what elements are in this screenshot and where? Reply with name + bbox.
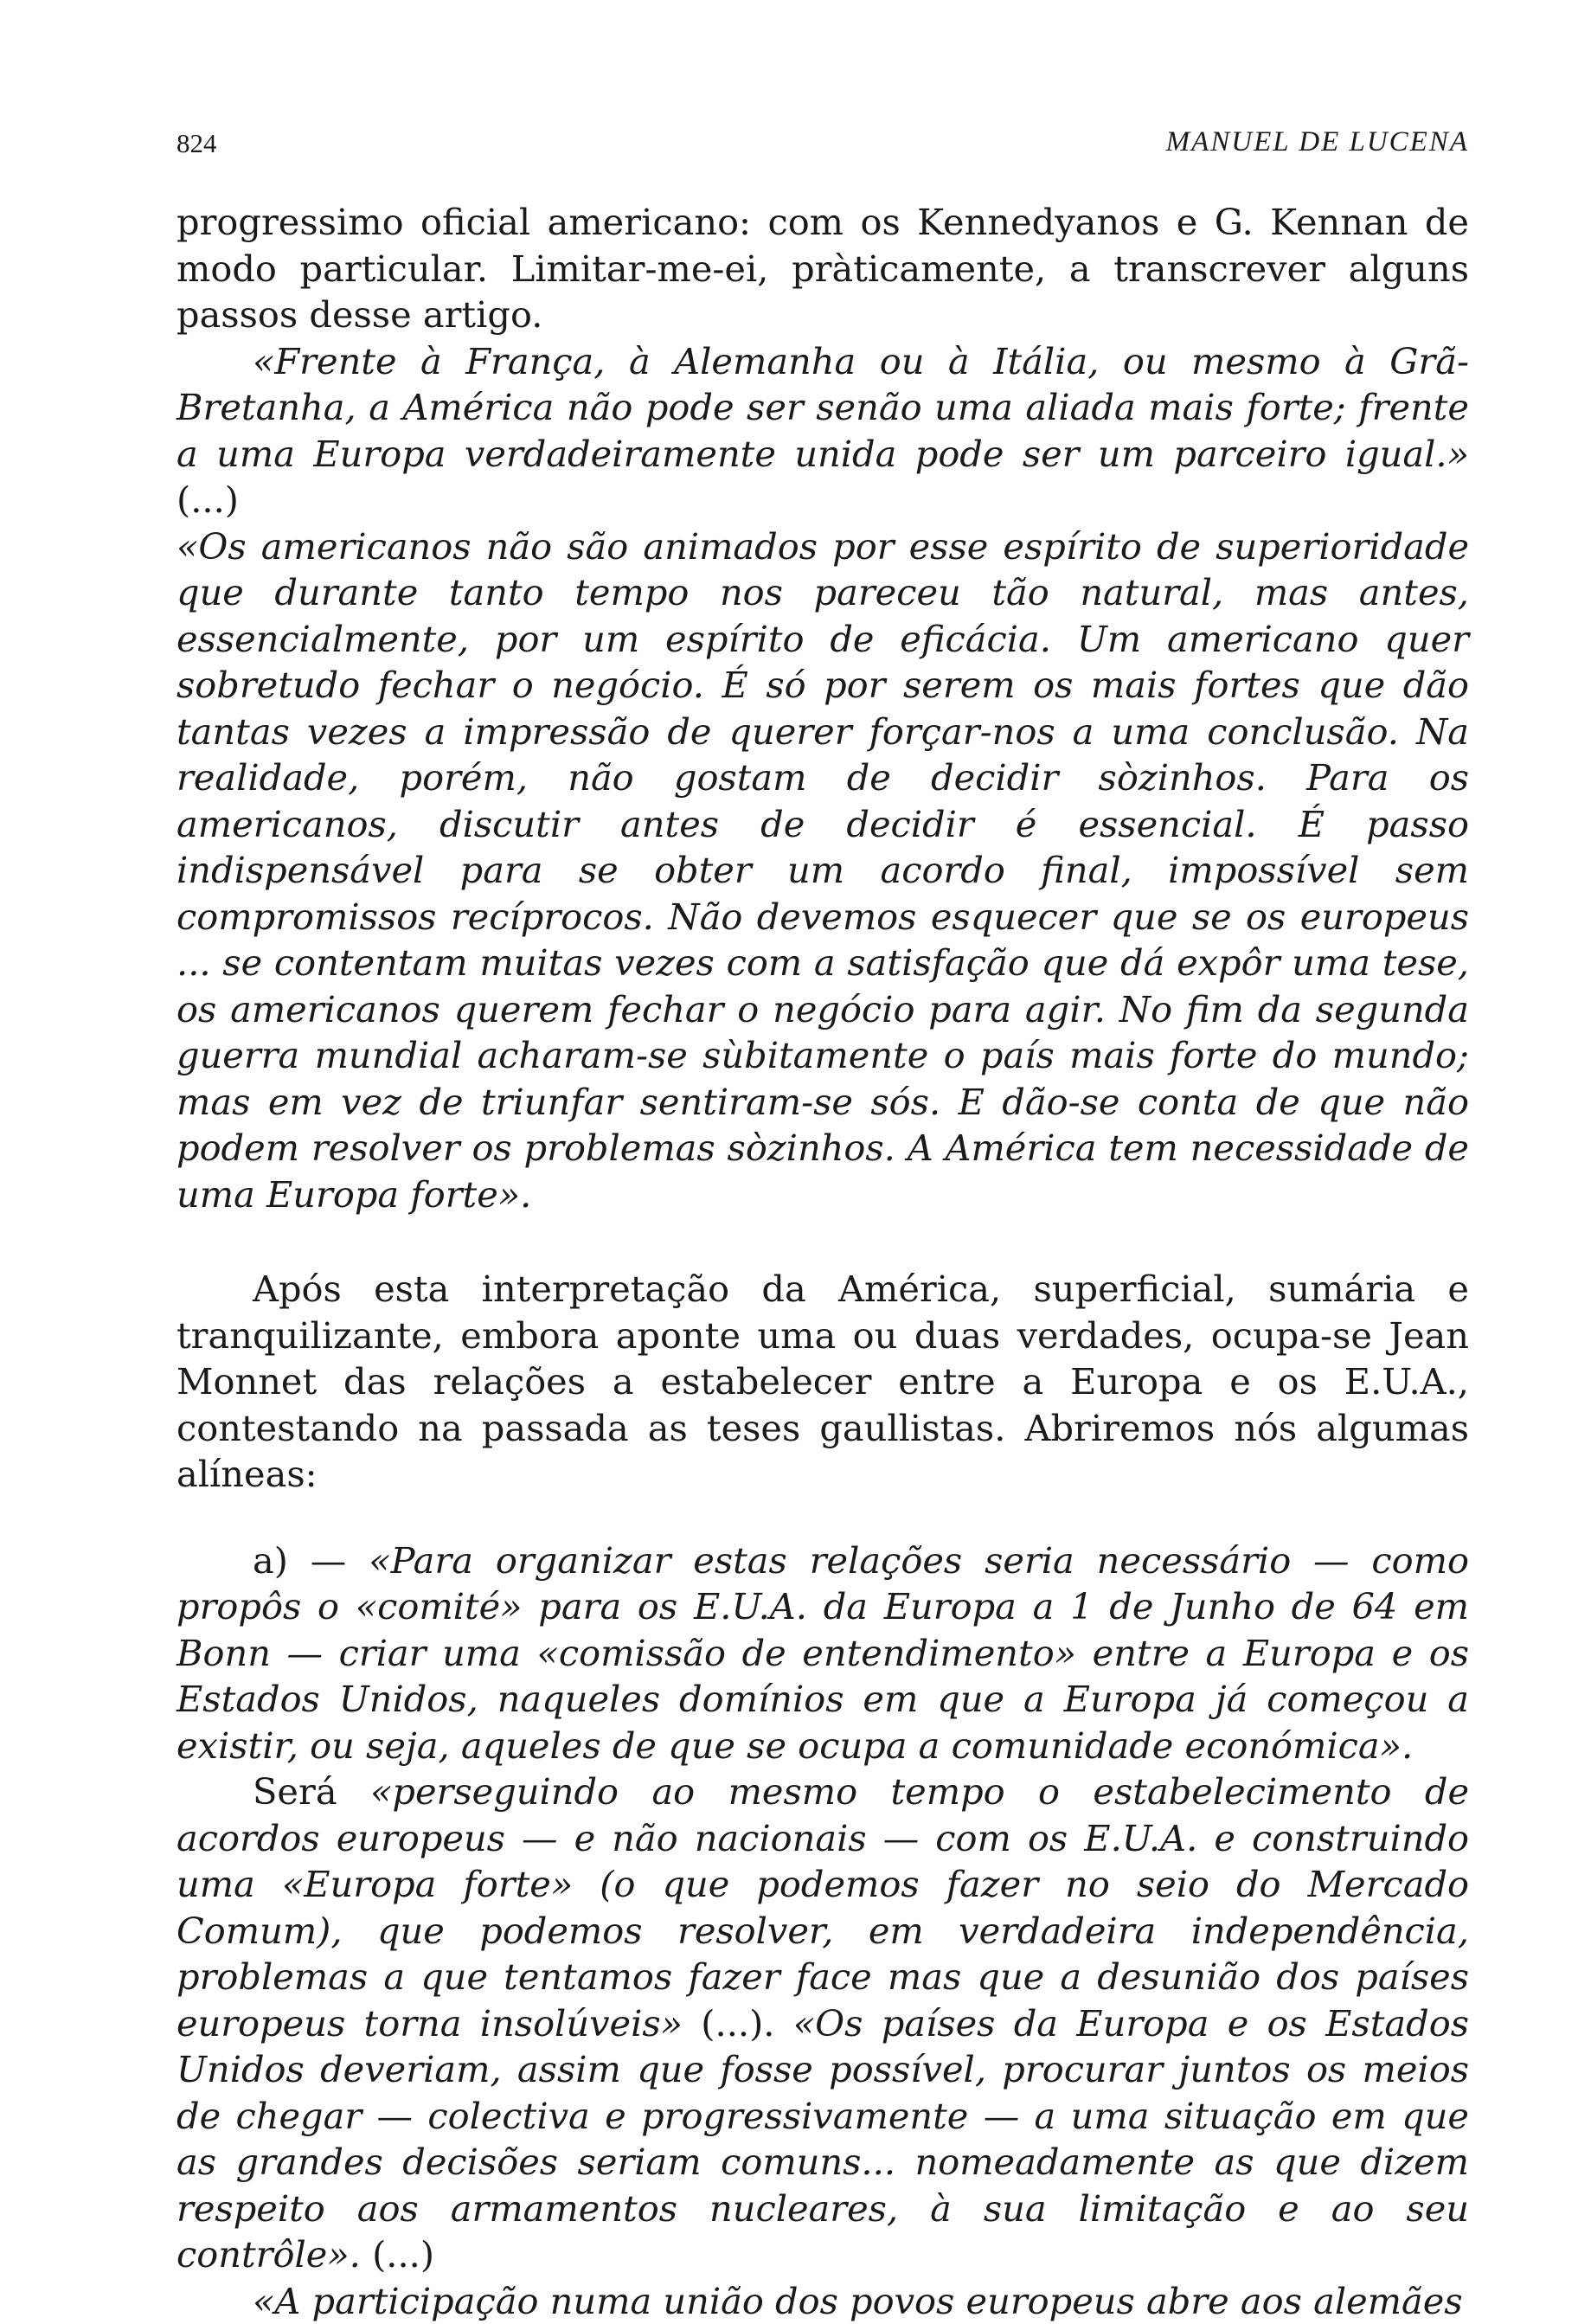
sera-lead: Será <box>253 1770 370 1813</box>
sera-quote-2: «Os países da Europa e os Estados Unidos deveriam, assim que fosse possível, procurar juntos os meios de chegar — colectiva e progressivamente — a uma situação em que as grandes decisões seriam comuns... nomeadamente as que dizem respeito aos armamentos nucleares, à sua limitação e ao seu contrôle». <box>176 2002 1469 2276</box>
ellipsis-marker: (...) <box>176 478 239 521</box>
running-head: MANUEL DE LUCENA <box>1166 126 1469 158</box>
paragraph-gap <box>176 1217 1469 1266</box>
body-text <box>176 199 1469 2324</box>
paragraph-quote-final: «A participação numa união dos povos europeus abre aos alemães <box>176 2278 1469 2324</box>
paragraph-quote-1 <box>176 338 1469 523</box>
paragraph-sera <box>176 1769 1469 2278</box>
document-page <box>176 104 1469 2324</box>
item-a-lead: a) — <box>253 1539 369 1582</box>
page-number: 824 <box>176 128 217 159</box>
paragraph-quote-2: «Os americanos não são animados por esse espírito de superioridade que durante tanto tempo nos pareceu tão natural, mas antes, essencialmente, por um espírito de eficácia. Um americano quer sobretudo fechar o negócio. É só por serem os mais fortes que dão tantas vezes a impressão de querer forçar-nos a uma conclusão. Na realidade, porém, não gostam de decidir sòzinhos. Para os americanos, discutir antes de decidir é essencial. É passo indispensável para se obter um acordo final, impossível sem compromissos recíprocos. Não devemos esquecer que se os europeus ... se contentam muitas vezes com a satisfação que dá expôr uma tese, os americanos querem fechar o negócio para agir. No fim da segunda guerra mundial acharam-se sùbitamente o país mais forte do mundo; mas em vez de triunfar sentiram-se sós. E dão-se conta de que não podem resolver os problemas sòzinhos. A América tem necessidade de uma Europa forte». <box>176 523 1469 1218</box>
item-a-quote: «Para organizar estas relações seria necessário — como propôs o «comité» para os E.U.A. da Europa a 1 de Junho de 64 em Bonn — criar uma «comissão de entendimento» entre a Europa e os Estados Unidos, naqueles domínios em que a Europa já começou a existir, ou seja, aqueles de que se ocupa a comunidade económica». <box>176 1539 1469 1767</box>
paragraph-commentary: Após esta interpretação da América, superficial, sumária e tranquilizante, embora aponte uma ou duas verdades, ocupa-se Jean Monnet das relações a estabelecer entre a Europa e os E.U.A., contestando na passada as teses gaullistas. Abriremos nós algumas alíneas: <box>176 1266 1469 1498</box>
paragraph-item-a <box>176 1538 1469 1769</box>
sera-quote: «perseguindo ao mesmo tempo o estabelecimento de acordos europeus — e não nacionais — com os E.U.A. e construindo uma «Europa forte» (o que podemos fazer no seio do Mercado Comum), que podemos resolver, em verdadeira independência, problemas a que tentamos fazer face mas que a desunião dos países europeus torna insolúveis» <box>176 1770 1469 2045</box>
ellipsis-marker: (...). <box>683 2002 793 2045</box>
page-header <box>176 104 1469 199</box>
ellipsis-marker: (...) <box>361 2233 434 2276</box>
paragraph-gap <box>176 1498 1469 1538</box>
quote-text: «Frente à França, à Alemanha ou à Itália, ou mesmo à Grã-Bretanha, a América não pode ser senão uma aliada mais forte; frente a uma Europa verdadeiramente unida pode ser um parceiro igual.» <box>176 340 1469 475</box>
paragraph-continuation: progressimo oficial americano: com os Kennedyanos e G. Kennan de modo particular. Limitar-me-ei, pràticamente, a transcrever alguns passos desse artigo. <box>176 199 1469 338</box>
